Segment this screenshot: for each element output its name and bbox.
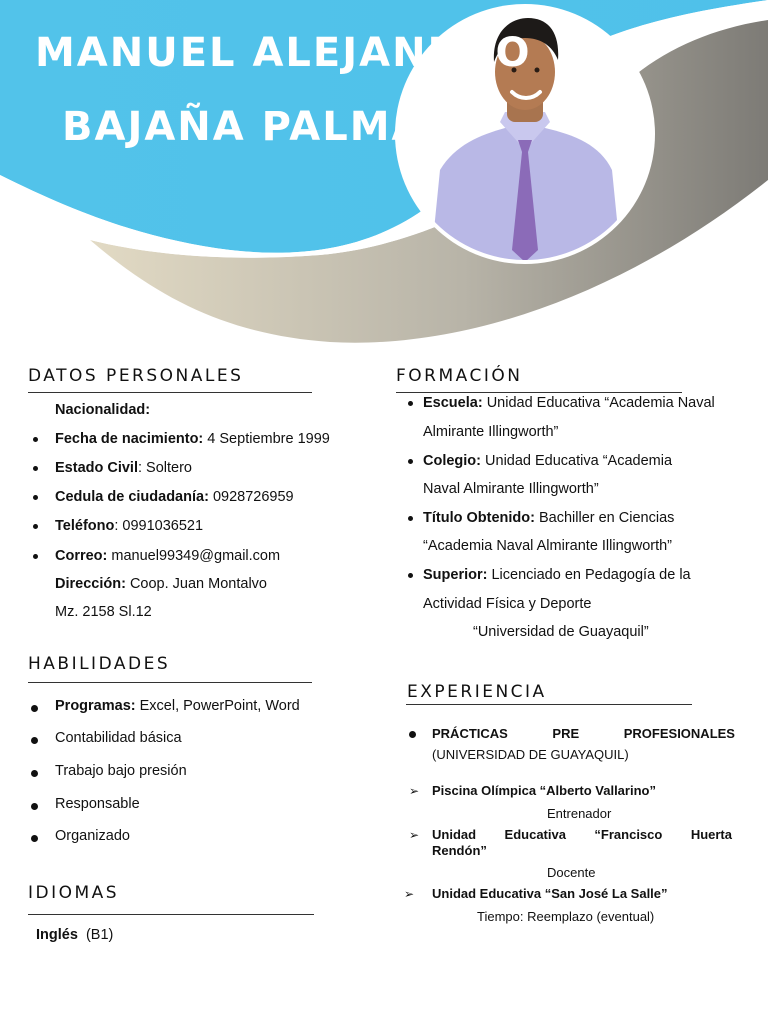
formacion-titulo-2: “Academia Naval Almirante Illingworth”: [423, 538, 673, 554]
bullet: [408, 459, 413, 464]
name-second-line: BAJAÑA PALMA: [62, 104, 425, 150]
bullet: [33, 437, 38, 442]
exp-huerta-line2: Rendón”: [432, 843, 487, 858]
telefono-row: Teléfono: 0991036521: [55, 518, 204, 534]
divider-formacion: [396, 392, 682, 393]
formacion-superior: Superior: Licenciado en Pedagogía de la: [423, 567, 691, 583]
exp-practicas-line1: PRÁCTICAS PRE PROFESIONALES: [432, 726, 735, 741]
bullet: [408, 573, 413, 578]
bullet: [31, 705, 38, 712]
section-title-habilidades: HABILIDADES: [28, 654, 171, 674]
bullet: [31, 770, 38, 777]
direccion-row-2: Mz. 2158 Sl.12: [55, 604, 152, 620]
skill-programas: Programas: Excel, PowerPoint, Word: [55, 698, 300, 714]
divider-experiencia: [406, 704, 692, 705]
arrow-bullet-icon: ➢: [409, 784, 420, 798]
correo-row: Correo: manuel99349@gmail.com: [55, 548, 281, 564]
skill-trabajo-presion: Trabajo bajo presión: [55, 763, 187, 779]
formacion-superior-2: Actividad Física y Deporte: [423, 596, 592, 612]
exp-piscina: Piscina Olímpica “Alberto Vallarino”: [432, 783, 656, 798]
formacion-colegio-2: Naval Almirante Illingworth”: [423, 481, 599, 497]
section-title-datos: DATOS PERSONALES: [28, 366, 244, 386]
formacion-colegio: Colegio: Unidad Educativa “Academia: [423, 453, 673, 469]
bullet: [31, 803, 38, 810]
bullet: [33, 495, 38, 500]
formacion-escuela-2: Almirante Illingworth”: [423, 424, 559, 440]
name-first-line: MANUEL ALEJANDRO: [35, 30, 532, 76]
exp-lasalle: Unidad Educativa “San José La Salle”: [432, 886, 668, 901]
idioma-ingles: Inglés (B1): [36, 927, 114, 943]
exp-huerta-line1: Unidad Educativa “Francisco Huerta: [432, 827, 732, 842]
bullet: [33, 524, 38, 529]
arrow-bullet-icon: ➢: [404, 887, 415, 901]
formacion-titulo: Título Obtenido: Bachiller en Ciencias: [423, 510, 675, 526]
section-title-formacion: FORMACIÓN: [396, 366, 523, 386]
bullet: [408, 401, 413, 406]
formacion-escuela: Escuela: Unidad Educativa “Academia Naval: [423, 395, 715, 411]
bullet: [33, 554, 38, 559]
direccion-row: Dirección: Coop. Juan Montalvo: [55, 576, 267, 592]
bullet: [33, 466, 38, 471]
bullet: [408, 516, 413, 521]
cedula-row: Cedula de ciudadanía: 0928726959: [55, 489, 294, 505]
divider-datos: [28, 392, 312, 393]
estado-row: Estado Civil: Soltero: [55, 460, 192, 476]
exp-huerta-role: Docente: [547, 865, 596, 880]
skill-responsable: Responsable: [55, 796, 140, 812]
formacion-superior-3: “Universidad de Guayaquil”: [473, 624, 649, 640]
exp-lasalle-role: Tiempo: Reemplazo (eventual): [477, 909, 655, 924]
section-title-experiencia: EXPERIENCIA: [407, 682, 547, 702]
skill-contabilidad: Contabilidad básica: [55, 730, 182, 746]
exp-practicas-line2: (UNIVERSIDAD DE GUAYAQUIL): [432, 747, 629, 762]
bullet: [409, 731, 416, 738]
exp-piscina-role: Entrenador: [547, 806, 612, 821]
nacionalidad-row: Nacionalidad:: [55, 402, 151, 418]
divider-habilidades: [28, 682, 312, 683]
section-title-idiomas: IDIOMAS: [28, 883, 120, 903]
skill-organizado: Organizado: [55, 828, 130, 844]
divider-idiomas: [28, 914, 314, 915]
bullet: [31, 737, 38, 744]
bullet: [31, 835, 38, 842]
arrow-bullet-icon: ➢: [409, 828, 420, 842]
fecha-row: Fecha de nacimiento: 4 Septiembre 1999: [55, 431, 330, 447]
